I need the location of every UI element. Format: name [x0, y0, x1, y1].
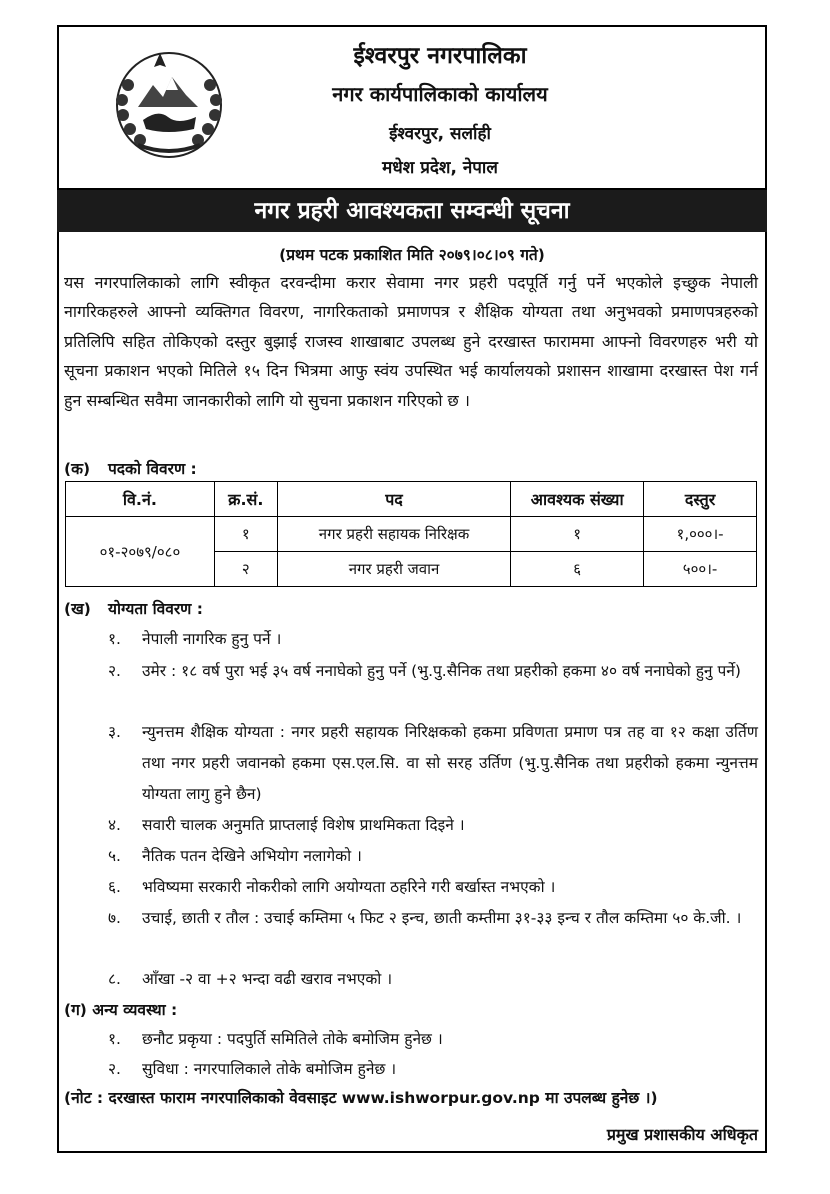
list-item — [108, 903, 758, 934]
province-country: मधेश प्रदेश, नेपाल — [382, 158, 498, 178]
municipality-emblem-icon — [108, 45, 230, 163]
table-cell: ६ — [511, 552, 644, 587]
list-item — [108, 810, 758, 841]
item-text: उमेर : १८ वर्ष पुरा भई ३५ वर्ष ननाघेको हुनु पर्ने (भु.पु.सैनिक तथा प्रहरीको हकमा ४० वर्ष ननाघेको हुनु पर्ने) — [142, 662, 741, 680]
notice-body: यस नगरपालिकाको लागि स्वीकृत दरवन्दीमा करार सेवामा नगर प्रहरी पदपूर्ति गर्नु पर्ने भएकोले इच्छुक नेपाली नागरिकहरुले आफ्नो व्यक्तिगत विवरण, नागरिकताको प्रमाणपत्र र शैक्षिक योग्यता तथा अनुभवको प्रमाणपत्रहरुको प्रतिलिपि सहित तोकिएको दस्तुर बुझाई राजस्व शाखाबाट उपलब्ध हुने दरखास्त फाराममा आफ्नो विवरणहरु भरी यो सूचना प्रकाशन भएको मितिले १५ दिन भित्रमा आफु स्वंय उपस्थित भई कार्यालयको प्रशासन शाखामा दरखास्त पेश गर्न हुन सम्बन्धित सवैमा जानकारीको लागि यो सुचना प्रकाशन गरिएको छ । — [64, 273, 758, 410]
section-ga-title: (ग) अन्य व्यवस्था : — [64, 1001, 178, 1019]
column-header: पद — [277, 482, 511, 517]
item-text: छनौट प्रकृया : पदपुर्ति समितिले तोके बमोजिम हुनेछ । — [142, 1030, 443, 1048]
signatory: प्रमुख प्रशासकीय अधिकृत — [606, 1125, 758, 1144]
list-item — [108, 964, 758, 995]
publish-date: (प्रथम पटक प्रकाशित मिति २०७९।०८।०९ गते) — [279, 246, 545, 264]
item-text: नेपाली नागरिक हुनु पर्ने । — [142, 630, 282, 648]
section-kha-label: (ख) — [64, 600, 91, 618]
item-text: नैतिक पतन देखिने अभियोग नलागेको । — [142, 847, 362, 865]
item-number: २. — [108, 662, 121, 680]
list-item — [108, 1024, 758, 1055]
item-number: ८. — [108, 970, 121, 988]
table-cell: १ — [511, 517, 644, 552]
column-header: क्र.सं. — [214, 482, 277, 517]
section-kha-title: योग्यता विवरण : — [108, 600, 203, 618]
column-header: वि.नं. — [66, 482, 215, 517]
office-name: नगर कार्यपालिकाको कार्यालय — [332, 82, 548, 106]
column-header: दस्तुर — [644, 482, 757, 517]
item-number: १. — [108, 630, 121, 648]
item-number: १. — [108, 1030, 121, 1048]
item-text: भविष्यमा सरकारी नोकरीको लागि अयोग्यता ठहरिने गरी बर्खास्त नभएको । — [142, 878, 556, 896]
table-header-row — [66, 482, 757, 517]
item-number: ६. — [108, 878, 121, 896]
website-note: (नोट : दरखास्त फाराम नगरपालिकाको वेवसाइट www.ishworpur.gov.np मा उपलब्ध हुनेछ ।) — [64, 1089, 658, 1107]
column-header: आवश्यक संख्या — [511, 482, 644, 517]
table-cell: १,०००।- — [644, 517, 757, 552]
item-number: ४. — [108, 816, 121, 834]
section-ka-label: (क) — [64, 460, 91, 478]
item-text: सुविधा : नगरपालिकाले तोके बमोजिम हुनेछ । — [142, 1060, 397, 1078]
posts-table — [65, 481, 757, 587]
list-item — [108, 717, 758, 810]
table-cell: नगर प्रहरी सहायक निरिक्षक — [277, 517, 511, 552]
item-text: उचाई, छाती र तौल : उचाई कम्तिमा ५ फिट २ इन्च, छाती कम्तीमा ३१-३३ इन्च र तौल कम्तिमा ५० के.जी. । — [142, 909, 742, 927]
item-number: ५. — [108, 847, 121, 865]
municipality-name: ईश्वरपुर नगरपालिका — [353, 43, 527, 69]
item-text: सवारी चालक अनुमति प्राप्तलाई विशेष प्राथमिकता दिइने । — [142, 816, 465, 834]
item-number: ३. — [108, 723, 121, 741]
office-location: ईश्वरपुर, सर्लाही — [389, 124, 491, 144]
table-cell: नगर प्रहरी जवान — [277, 552, 511, 587]
list-item — [108, 1054, 758, 1085]
list-item — [108, 872, 758, 903]
item-number: २. — [108, 1060, 121, 1078]
item-text: न्युनत्तम शैक्षिक योग्यता : नगर प्रहरी सहायक निरिक्षकको हकमा प्रविणता प्रमाण पत्र तह वा १२ कक्षा उर्तिण तथा नगर प्रहरी जवानको हकमा एस.एल.सि. वा सो सरह उर्तिण (भु.पु.सैनिक तथा प्रहरीको हकमा न्युनत्तम योग्यता लागु हुने छैन) — [142, 723, 758, 803]
list-item — [108, 841, 758, 872]
table-cell: १ — [214, 517, 277, 552]
table-cell: ५००।- — [644, 552, 757, 587]
advertisement-number: ०१-२०७९/०८० — [66, 517, 215, 587]
table-row — [66, 517, 757, 552]
item-number: ७. — [108, 909, 121, 927]
list-item — [108, 624, 758, 655]
item-text: आँखा -२ वा +२ भन्दा वढी खराव नभएको । — [142, 970, 393, 988]
section-ka-title: पदको विवरण : — [108, 460, 197, 478]
notice-title: नगर प्रहरी आवश्यकता सम्वन्धी सूचना — [57, 190, 767, 232]
list-item — [108, 656, 758, 687]
table-cell: २ — [214, 552, 277, 587]
